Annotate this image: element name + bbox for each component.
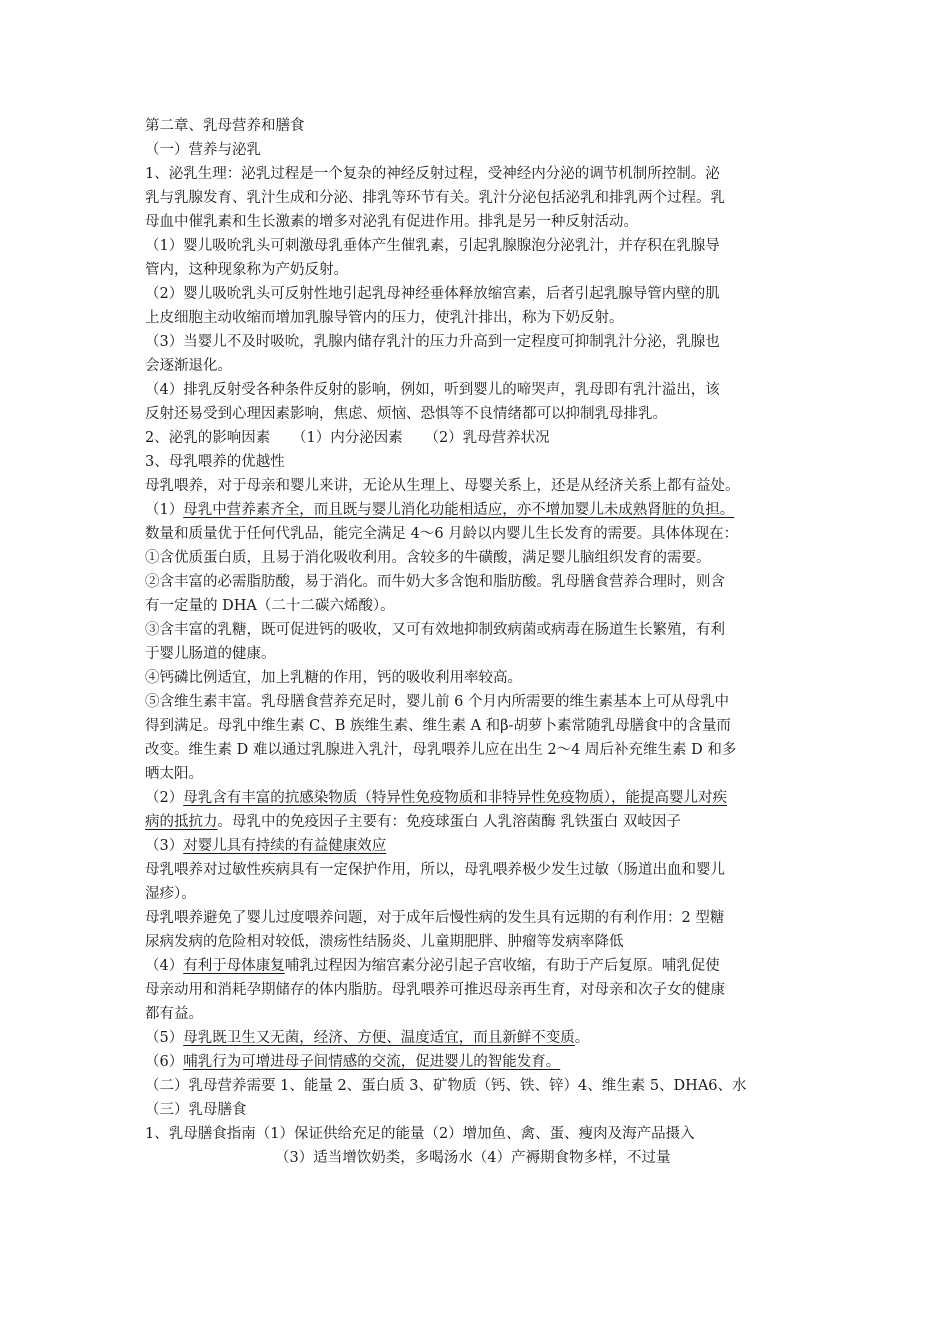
text-line [145, 1122, 813, 1146]
text-run: （6） [145, 1054, 184, 1070]
underlined-text: 有利于母体康复 [183, 958, 285, 974]
text-line [145, 570, 813, 594]
text-line [145, 378, 813, 402]
text-line [145, 810, 813, 834]
text-run: 1、乳母膳食指南（1）保证供给充足的能量（2）增加鱼、禽、蛋、瘦肉及海产品摄入 [145, 1126, 695, 1142]
text-line [145, 498, 813, 522]
text-run: 于婴儿肠道的健康。 [145, 646, 276, 662]
text-run: 管内，这种现象称为产奶反射。 [145, 262, 348, 278]
text-line [145, 714, 813, 738]
text-line [145, 690, 813, 714]
text-run: 反射还易受到心理因素影响，焦虑、烦恼、恐惧等不良情绪都可以抑制乳母排乳。 [145, 406, 667, 422]
text-line [145, 162, 813, 186]
text-run: 2、泌乳的影响因素 （1）内分泌因素 （2）乳母营养状况 [145, 430, 550, 446]
text-run: 会逐渐退化。 [145, 358, 232, 374]
text-run: 乳与乳腺发育、乳汁生成和分泌、排乳等环节有关。乳汁分泌包括泌乳和排乳两个过程。乳 [145, 190, 725, 206]
text-run: 尿病发病的危险相对较低，溃疡性结肠炎、儿童期肥胖、肿瘤等发病率降低 [145, 934, 624, 950]
text-run: 湿疹）。 [145, 886, 196, 902]
text-line [145, 858, 813, 882]
text-line [145, 594, 813, 618]
text-run: 哺乳过程因为缩宫素分泌引起子宫收缩，有助于产后复原。哺乳促使 [284, 958, 720, 974]
text-run: 有一定量的 DHA（二十二碳六烯酸）。 [145, 598, 395, 614]
text-line [145, 882, 813, 906]
text-line [145, 978, 813, 1002]
text-run: 母血中催乳素和生长激素的增多对泌乳有促进作用。排乳是另一种反射活动。 [145, 214, 638, 230]
text-line [145, 234, 813, 258]
text-run: 第二章、乳母营养和膳食 [145, 118, 305, 134]
text-line [145, 306, 813, 330]
underlined-text: 病的抵抗力 [145, 814, 218, 830]
text-run: （三）乳母膳食 [145, 1102, 247, 1118]
text-run: （5） [145, 1030, 184, 1046]
text-run: 都有益。 [145, 1006, 203, 1022]
text-line [145, 522, 813, 546]
text-line [145, 426, 813, 450]
text-line [145, 1002, 813, 1026]
text-line [145, 282, 813, 306]
text-line [145, 762, 813, 786]
underlined-text: 母乳含有丰富的抗感染物质（特异性免疫物质和非特异性免疫物质），能提高婴儿对疾 [183, 790, 727, 806]
text-line [145, 354, 813, 378]
text-run: 数量和质量优于任何代乳品，能完全满足 4～6 月龄以内婴儿生长发育的需要。具体体现在： [145, 526, 739, 542]
text-line [145, 666, 813, 690]
text-line [145, 450, 813, 474]
underlined-text: 母乳中营养素齐全，而且既与婴儿消化功能相适应，亦不增加婴儿未成熟肾脏的负担。 [183, 502, 735, 518]
text-line [145, 1146, 813, 1170]
document-body [145, 114, 813, 1170]
text-line [145, 834, 813, 858]
text-run: （3） [145, 838, 184, 854]
text-run: 3、母乳喂养的优越性 [145, 454, 285, 470]
text-run: （3）适当增饮奶类，多喝汤水（4）产褥期食物多样，不过量 [275, 1150, 671, 1166]
text-line [145, 114, 813, 138]
text-line [145, 474, 813, 498]
text-run: （4） [145, 958, 184, 974]
text-run: 。母乳中的免疫因子主要有：免疫球蛋白 人乳溶菌酶 乳铁蛋白 双岐因子 [217, 814, 681, 830]
text-line [145, 906, 813, 930]
underlined-text: 哺乳行为可增进母子间情感的交流，促进婴儿的智能发育。 [183, 1054, 561, 1070]
text-run: 母乳喂养，对于母亲和婴儿来讲，无论从生理上、母婴关系上，还是从经济关系上都有益处。 [145, 478, 740, 494]
text-line [145, 402, 813, 426]
text-run: 。 [574, 1030, 590, 1046]
text-line [145, 210, 813, 234]
text-line [145, 954, 813, 978]
text-line [145, 186, 813, 210]
text-run: （3）当婴儿不及时吸吮，乳腺内储存乳汁的压力升高到一定程度可抑制乳汁分泌，乳腺也 [145, 334, 720, 350]
text-run: （二）乳母营养需要 1、能量 2、蛋白质 3、矿物质（钙、铁、锌）4、维生素 5、DHA6、水 [145, 1078, 747, 1094]
text-run: （2） [145, 790, 184, 806]
text-run: 1、泌乳生理：泌乳过程是一个复杂的神经反射过程，受神经内分泌的调节机制所控制。泌 [145, 166, 720, 182]
text-run: ③含丰富的乳糖，既可促进钙的吸收，又可有效地抑制致病菌或病毒在肠道生长繁殖，有利 [145, 622, 725, 638]
text-line [145, 258, 813, 282]
text-line [145, 786, 813, 810]
text-run: 母乳喂养避免了婴儿过度喂养问题，对于成年后慢性病的发生具有远期的有利作用：2 型糖 [145, 910, 725, 926]
text-run: ⑤含维生素丰富。乳母膳食营养充足时，婴儿前 6 个月内所需要的维生素基本上可从母乳中 [145, 694, 729, 710]
underlined-text: 对婴儿具有持续的有益健康效应 [183, 838, 387, 854]
text-run: （2）婴儿吸吮乳头可反射性地引起乳母神经垂体释放缩宫素，后者引起乳腺导管内壁的肌 [145, 286, 720, 302]
text-run: （一）营养与泌乳 [145, 142, 261, 158]
text-line [145, 642, 813, 666]
text-run: ④钙磷比例适宜，加上乳糖的作用，钙的吸收利用率较高。 [145, 670, 522, 686]
text-run: 得到满足。母乳中维生素 C、B 族维生素、维生素 A 和β-胡萝卜素常随乳母膳食中的含量而 [145, 718, 731, 734]
text-run: ②含丰富的必需脂肪酸，易于消化。而牛奶大多含饱和脂肪酸。乳母膳食营养合理时，则含 [145, 574, 725, 590]
text-run: 改变。维生素 D 难以通过乳腺进入乳汁，母乳喂养儿应在出生 2～4 周后补充维生素 D 和多 [145, 742, 737, 758]
text-run: （4）排乳反射受各种条件反射的影响，例如，听到婴儿的啼哭声，乳母即有乳汁溢出，该 [145, 382, 720, 398]
text-run: 上皮细胞主动收缩而增加乳腺导管内的压力，使乳汁排出，称为下奶反射。 [145, 310, 624, 326]
text-line [145, 738, 813, 762]
text-line [145, 930, 813, 954]
text-run: 晒太阳。 [145, 766, 203, 782]
text-line [145, 330, 813, 354]
text-line [145, 1074, 813, 1098]
text-run: ①含优质蛋白质，且易于消化吸收利用。含较多的牛磺酸，满足婴儿脑组织发育的需要。 [145, 550, 711, 566]
text-run: 母亲动用和消耗孕期储存的体内脂肪。母乳喂养可推迟母亲再生育，对母亲和次子女的健康 [145, 982, 725, 998]
text-line [145, 138, 813, 162]
text-line [145, 546, 813, 570]
text-line [145, 1050, 813, 1074]
text-run: （1） [145, 502, 184, 518]
text-line [145, 1026, 813, 1050]
text-line [145, 618, 813, 642]
underlined-text: 母乳既卫生又无菌，经济、方便、温度适宜，而且新鲜不变质 [183, 1030, 575, 1046]
text-line [145, 1098, 813, 1122]
text-run: 母乳喂养对过敏性疾病具有一定保护作用，所以，母乳喂养极少发生过敏（肠道出血和婴儿 [145, 862, 725, 878]
text-run: （1）婴儿吸吮乳头可刺激母乳垂体产生催乳素，引起乳腺腺泡分泌乳汁，并存积在乳腺导 [145, 238, 720, 254]
